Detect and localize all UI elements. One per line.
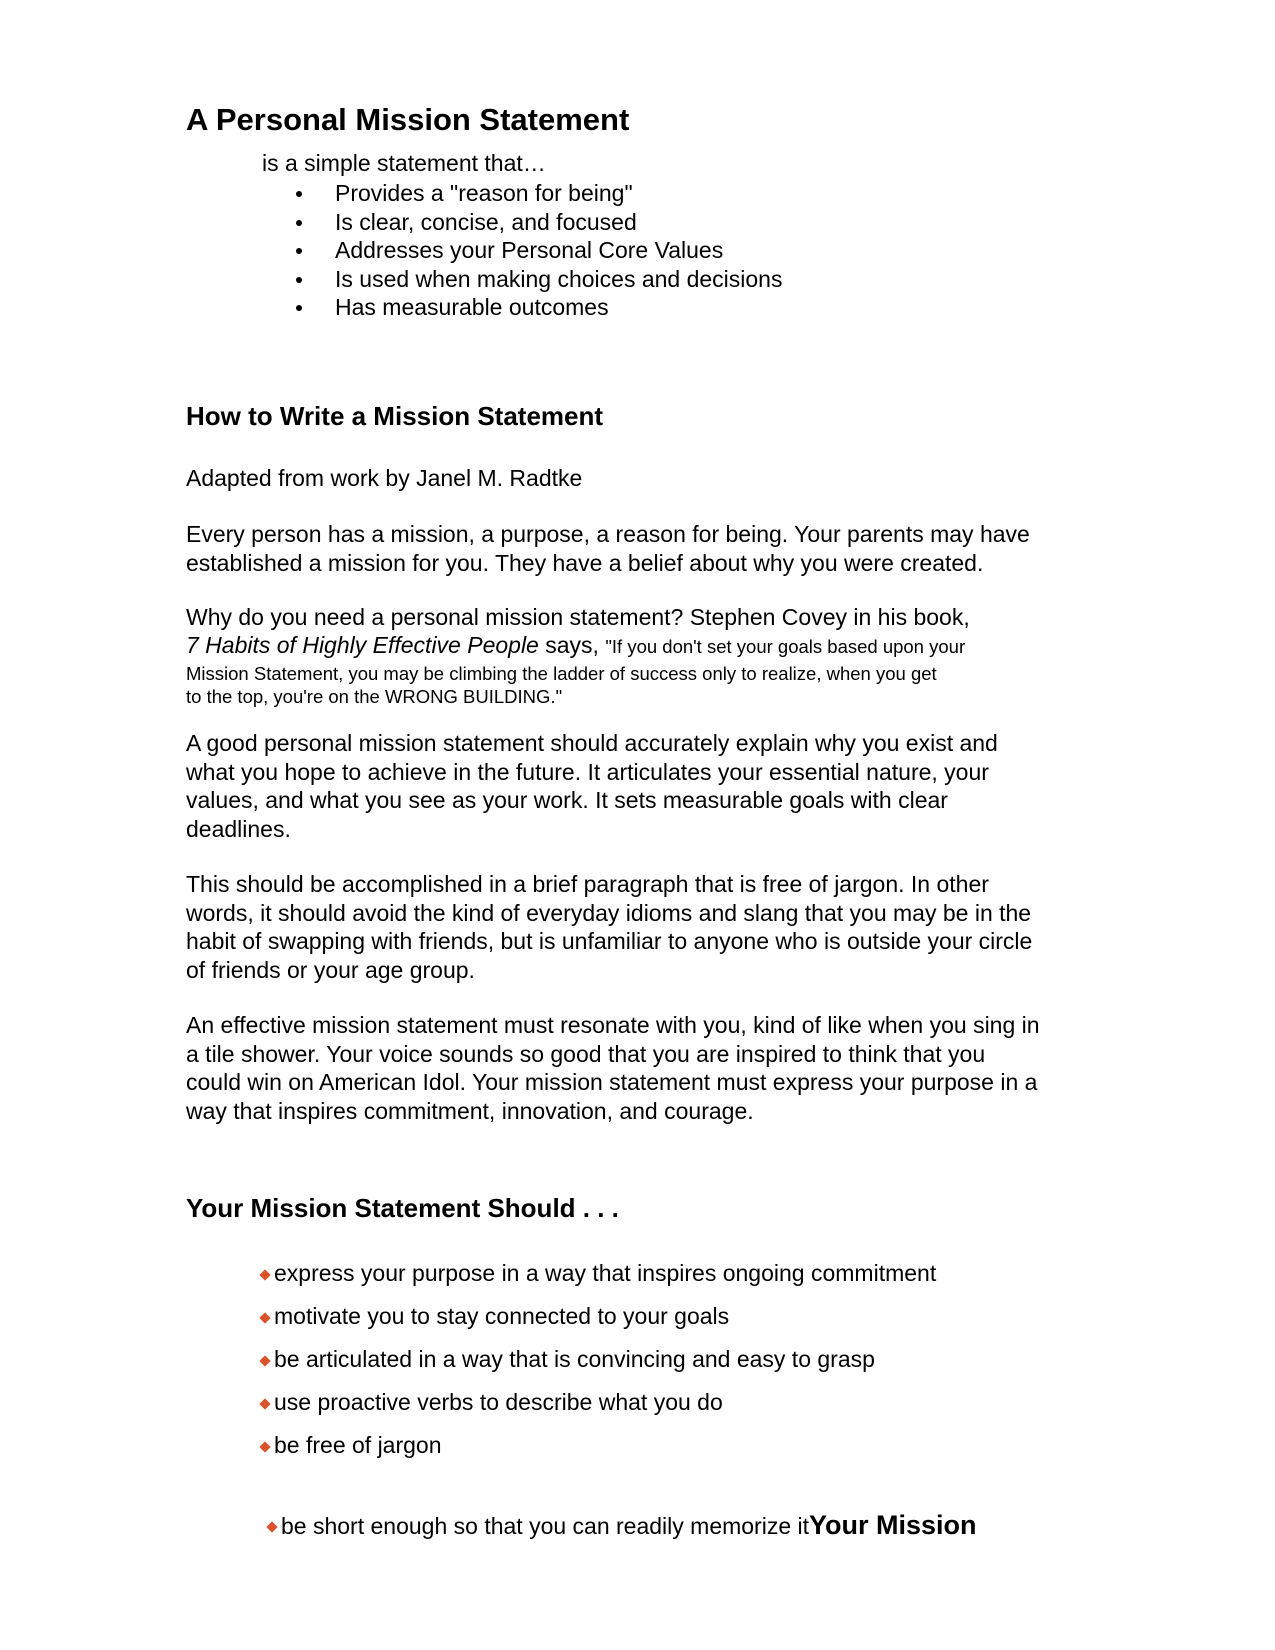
last-list-item: be short enough so that you can readily memorize itYour Mission xyxy=(268,1510,977,1541)
definition-list xyxy=(296,179,782,322)
diamond-bullet-icon xyxy=(259,1398,270,1409)
covey-quote: "If you don't set your goals based upon your xyxy=(605,635,966,657)
paragraph-3: A good personal mission statement should accurately explain why you exist and what you hope to achieve in the future. It articulates your essential nature, your values, and what you see as your work. It sets measurable goals with clear deadlines. xyxy=(186,730,998,842)
page-title: A Personal Mission Statement xyxy=(186,102,630,137)
paragraph-5: An effective mission statement must resonate with you, kind of like when you sing in a tile shower. Your voice sounds so good that you are inspired to think that you could win on American Idol. Your mission statement must express your purpose in a way that inspires commitment, innovation, and courage. xyxy=(186,1012,1040,1124)
list-item: express your purpose in a way that inspires ongoing commitment xyxy=(260,1260,936,1303)
intro-text: is a simple statement that… xyxy=(262,150,546,176)
paragraph-1: Every person has a mission, a purpose, a reason for being. Your parents may have established a mission for you. They have a belief about why you were created. xyxy=(186,521,1030,576)
list-item: Addresses your Personal Core Values xyxy=(296,236,782,265)
should-list xyxy=(260,1260,936,1475)
diamond-bullet-icon xyxy=(259,1269,270,1280)
paragraph-4: This should be accomplished in a brief paragraph that is free of jargon. In other words, it should avoid the kind of everyday idioms and slang that you may be in the habit of swapping with friends, but is unfamiliar to anyone who is outside your circle of friends or your age group. xyxy=(186,871,1033,983)
list-item: Provides a "reason for being" xyxy=(296,179,782,208)
diamond-bullet-icon xyxy=(259,1312,270,1323)
diamond-bullet-icon xyxy=(259,1355,270,1366)
bullet-dot-icon xyxy=(296,191,302,197)
paragraph-2: Why do you need a personal mission statement? Stephen Covey in his book, 7 Habits of Highly Effective People says, "If you don't set your goals based upon your Mission Statement, you may be climbing the ladder of success only to realize, when you get to the top, you're on the WRONG BUILDING." xyxy=(186,604,970,707)
book-title: 7 Habits of Highly Effective People xyxy=(186,631,539,658)
bullet-dot-icon xyxy=(296,248,302,254)
how-to-heading: How to Write a Mission Statement xyxy=(186,401,604,431)
list-item: be free of jargon xyxy=(260,1432,936,1475)
list-item: Is used when making choices and decisions xyxy=(296,265,782,294)
bullet-dot-icon xyxy=(296,305,302,311)
list-item: Is clear, concise, and focused xyxy=(296,208,782,237)
bullet-dot-icon xyxy=(296,220,302,226)
should-heading: Your Mission Statement Should . . . xyxy=(186,1193,619,1223)
adapted-credit: Adapted from work by Janel M. Radtke xyxy=(186,465,583,491)
diamond-bullet-icon xyxy=(259,1441,270,1452)
list-item: use proactive verbs to describe what you do xyxy=(260,1389,936,1432)
list-item: motivate you to stay connected to your goals xyxy=(260,1303,936,1346)
list-item: be articulated in a way that is convincing and easy to grasp xyxy=(260,1346,936,1389)
bullet-dot-icon xyxy=(296,277,302,283)
list-item: Has measurable outcomes xyxy=(296,293,782,322)
your-mission-heading: Your Mission xyxy=(809,1510,977,1540)
